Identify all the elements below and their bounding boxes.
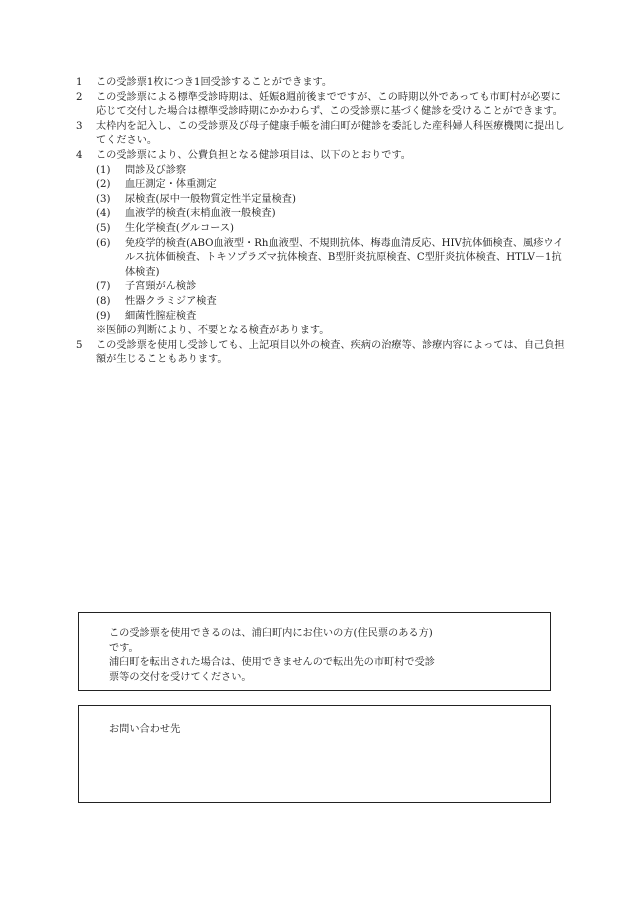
note-number: 1 [76, 77, 83, 88]
note-4 [76, 149, 566, 164]
note-text: この受診票1枚につき1回受診することができます。 [96, 77, 333, 88]
exam-item [76, 178, 566, 193]
note-number: 3 [76, 120, 83, 132]
contact-box [78, 705, 551, 803]
note-text: この受診票により、公費負担となる健診項目は、以下のとおりです。 [96, 149, 411, 161]
exam-item [76, 280, 566, 295]
note-3 [76, 120, 566, 149]
exam-item [76, 193, 566, 208]
exam-item-number: (6) [96, 237, 111, 249]
exam-item-text: 血圧測定・体重測定 [125, 179, 217, 191]
eligibility-line: です。 [109, 642, 139, 654]
note-1 [76, 76, 566, 91]
exam-item [76, 207, 566, 222]
exam-item [76, 222, 566, 237]
eligibility-box [78, 612, 551, 691]
eligibility-text [109, 627, 435, 685]
note-2 [76, 91, 566, 120]
note-number: 4 [76, 149, 83, 161]
note-number: 5 [76, 339, 83, 351]
exam-item-text: 性器クラミジア検査 [125, 295, 217, 307]
note-text: この受診票による標準受診時期は、妊娠8週前後までですが、この時期以外であっても市町村が必要に応じて交付した場合は標準受診時期にかかわらず、この受診票に基づく健診を受けることができます。 [96, 91, 563, 118]
eligibility-line: 浦臼町を転出された場合は、使用できませんので転出先の市町村で受診 [109, 657, 435, 669]
eligibility-line: 票等の交付を受けてください。 [109, 671, 252, 683]
exam-item [76, 237, 566, 281]
notes-list [76, 76, 566, 368]
note-number: 2 [76, 91, 83, 103]
exam-item-number: (9) [96, 310, 111, 322]
exam-item-number: (5) [96, 222, 111, 234]
eligibility-line: この受診票を使用できるのは、浦臼町内にお住いの方(住民票のある方) [109, 628, 433, 639]
exam-item-text: 子宮頸がん検診 [125, 281, 197, 293]
exam-item-number: (2) [96, 179, 111, 191]
note-text: この受診票を使用し受診しても、上記項目以外の検査、疾病の治療等、診療内容によっては、自己負担額が生じることもあります。 [96, 339, 565, 366]
exam-item-text: 生化学検査(グルコース) [125, 222, 235, 234]
exam-item [76, 295, 566, 310]
note-5 [76, 339, 566, 368]
contact-label: お問い合わせ先 [109, 724, 181, 735]
exam-item-number: (4) [96, 208, 111, 220]
exam-item [76, 310, 566, 325]
exam-item-text: 尿検査(尿中一般物質定性半定量検査) [125, 193, 296, 205]
exam-item [76, 164, 566, 179]
exam-item-text: 血液学的検査(末梢血液一般検査) [125, 208, 276, 220]
exam-item-text: 細菌性膣症検査 [125, 310, 197, 322]
exam-item-number: (3) [96, 193, 111, 205]
exam-item-number: (8) [96, 295, 111, 307]
exam-item-number: (7) [96, 281, 111, 293]
exam-item-text: 問診及び診察 [125, 164, 187, 176]
doctor-judgment-note: ※医師の判断により、不要となる検査があります。 [96, 325, 330, 337]
exam-item-number: (1) [96, 164, 111, 176]
exam-item-text: 免疫学的検査(ABO血液型・Rh血液型、不規則抗体、梅毒血清反応、HIV抗体価検査、風疹ウイルス抗体価検査、トキソプラズマ抗体検査、B型肝炎抗原検査、C型肝炎抗体検査、HTLV－1抗体検査) [125, 237, 564, 278]
note-text: 太枠内を記入し、この受診票及び母子健康手帳を浦臼町が健診を委託した産科婦人科医療機関に提出してください。 [96, 120, 565, 147]
